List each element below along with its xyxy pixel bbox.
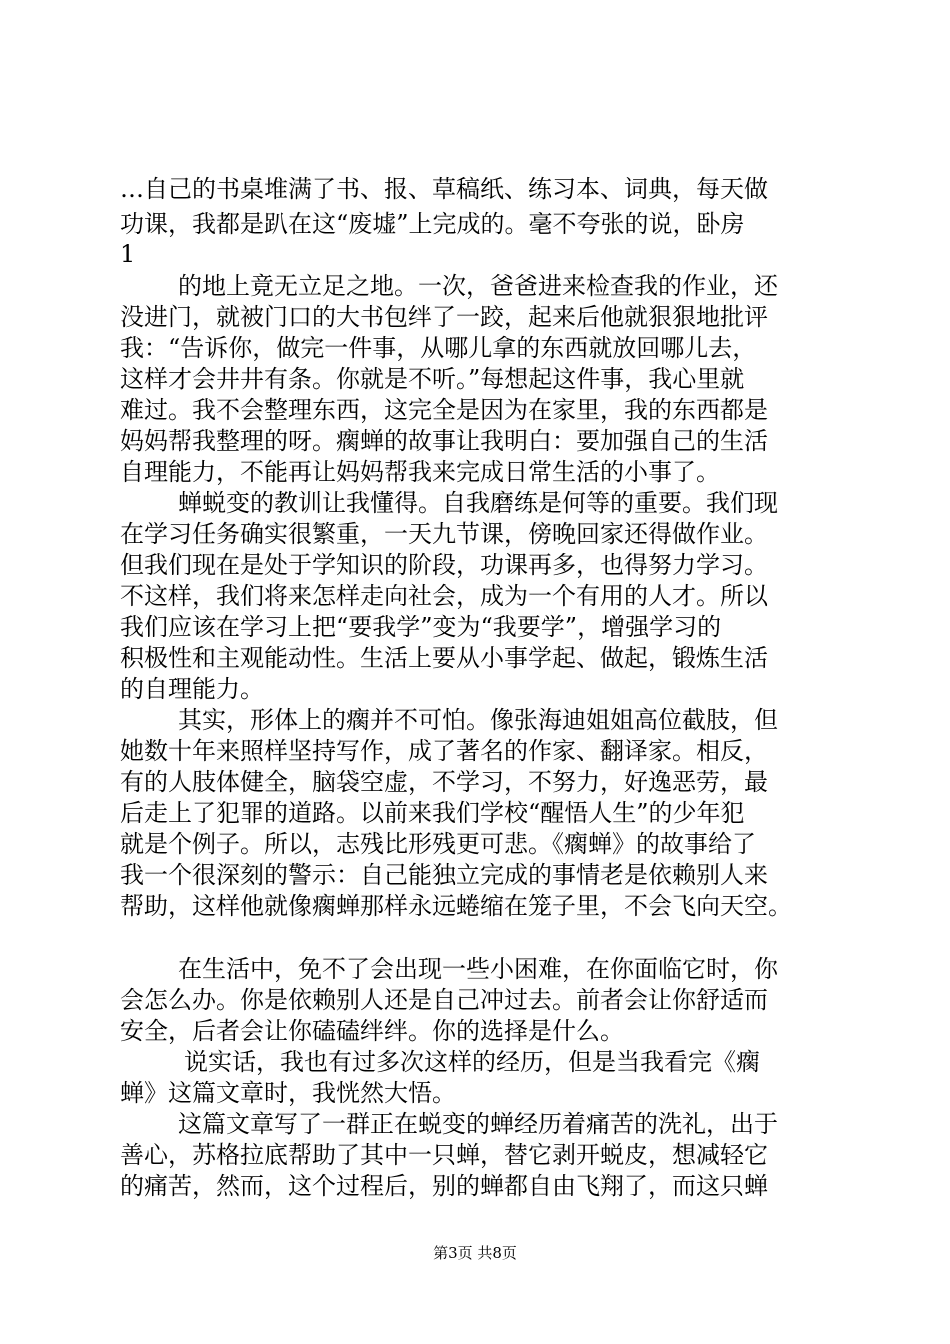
text-line: 有的人肢体健全，脑袋空虚，不学习，不努力，好逸恶劳，最 bbox=[120, 768, 768, 796]
page-marker: 1 bbox=[120, 240, 136, 268]
text-line: 就是个例子。所以，志残比形残更可悲。《瘸蝉》的故事给了 bbox=[120, 830, 756, 858]
text-line: 妈妈帮我整理的呀。瘸蝉的故事让我明白：要加强自己的生活 bbox=[120, 427, 768, 455]
text-line: 积极性和主观能动性。生活上要从小事学起、做起，锻炼生活 bbox=[120, 644, 768, 672]
text-line: 她数十年来照样坚持写作，成了著名的作家、翻译家。相反， bbox=[120, 737, 768, 765]
text-line: 帮助，这样他就像瘸蝉那样永远蜷缩在笼子里，不会飞向天空。 bbox=[120, 892, 792, 920]
text-line: 我们应该在学习上把“要我学”变为“我要学”，增强学习的 bbox=[120, 613, 722, 641]
text-line: 说实话，我也有过多次这样的经历，但是当我看完《瘸 bbox=[184, 1048, 760, 1076]
text-line: 但我们现在是处于学知识的阶段，功课再多，也得努力学习。 bbox=[120, 551, 768, 579]
text-line: 蝉》这篇文章时，我恍然大悟。 bbox=[120, 1079, 456, 1107]
text-line: 没进门，就被门口的大书包绊了一跤，起来后他就狠狠地批评 bbox=[120, 303, 768, 331]
text-line: 的地上竟无立足之地。一次，爸爸进来检查我的作业，还 bbox=[178, 272, 778, 300]
text-line: 的痛苦，然而，这个过程后，别的蝉都自由飞翔了，而这只蝉 bbox=[120, 1172, 768, 1200]
text-line: 蝉蜕变的教训让我懂得。自我磨练是何等的重要。我们现 bbox=[178, 489, 778, 517]
text-line: 善心，苏格拉底帮助了其中一只蝉，替它剥开蜕皮，想减轻它 bbox=[120, 1141, 768, 1169]
text-line: 后走上了犯罪的道路。以前来我们学校“醒悟人生”的少年犯 bbox=[120, 799, 745, 827]
text-line: 这样才会井井有条。你就是不听。”每想起这件事，我心里就 bbox=[120, 365, 745, 393]
text-line: 在生活中，免不了会出现一些小困难，在你面临它时，你 bbox=[178, 955, 778, 983]
text-line: 其实，形体上的瘸并不可怕。像张海迪姐姐高位截肢，但 bbox=[178, 706, 778, 734]
text-line: 安全，后者会让你磕磕绊绊。你的选择是什么。 bbox=[120, 1017, 624, 1045]
text-line: 我：“告诉你，做完一件事，从哪儿拿的东西就放回哪儿去， bbox=[120, 334, 757, 362]
page-footer: 第3页 共8页 bbox=[433, 1244, 517, 1262]
text-line: 功课，我都是趴在这“废墟”上完成的。毫不夸张的说，卧房 bbox=[120, 210, 745, 238]
text-line: 会怎么办。你是依赖别人还是自己冲过去。前者会让你舒适而 bbox=[120, 986, 768, 1014]
text-line: 自理能力，不能再让妈妈帮我来完成日常生活的小事了。 bbox=[120, 458, 720, 486]
text-line: 在学习任务确实很繁重，一天九节课，傍晚回家还得做作业。 bbox=[120, 520, 768, 548]
text-line: 这篇文章写了一群正在蜕变的蝉经历着痛苦的洗礼，出于 bbox=[178, 1110, 778, 1138]
text-line: 难过。我不会整理东西，这完全是因为在家里，我的东西都是 bbox=[120, 396, 768, 424]
text-line: 的自理能力。 bbox=[120, 675, 264, 703]
text-line: …自己的书桌堆满了书、报、草稿纸、练习本、词典，每天做 bbox=[120, 175, 768, 203]
text-line: 不这样，我们将来怎样走向社会，成为一个有用的人才。所以 bbox=[120, 582, 768, 610]
text-line: 我一个很深刻的警示：自己能独立完成的事情老是依赖别人来 bbox=[120, 861, 768, 889]
